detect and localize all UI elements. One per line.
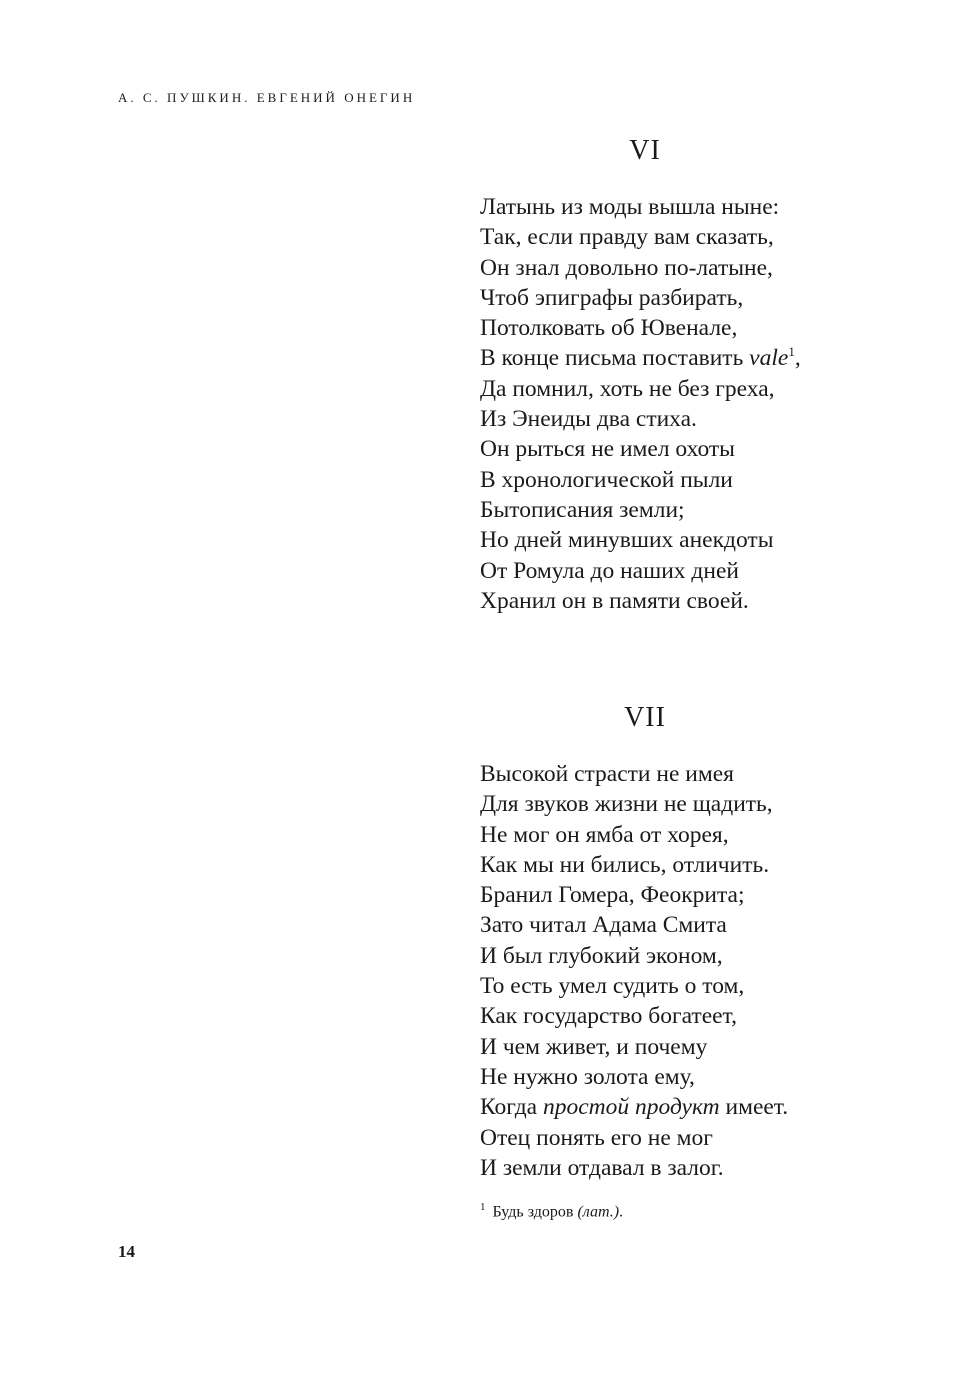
verse-line: Не мог он ямба от хорея, bbox=[480, 821, 729, 848]
footnote-punctuation: . bbox=[619, 1203, 624, 1221]
verse-line: Так, если правду вам сказать, bbox=[480, 224, 774, 251]
verse-line: Не нужно золота ему, bbox=[480, 1063, 695, 1090]
footnote-text: Будь здоров bbox=[492, 1203, 578, 1221]
verse-line-with-emphasis bbox=[480, 1092, 788, 1122]
verse-line: Бытописания земли; bbox=[480, 496, 685, 523]
verse-punctuation: , bbox=[794, 345, 801, 372]
verse-line: Потолковать об Ювенале, bbox=[480, 315, 738, 342]
verse-line: И чем живет, и почему bbox=[480, 1033, 708, 1060]
footnote bbox=[480, 1201, 623, 1221]
footnote-mark: 1 bbox=[480, 1201, 486, 1213]
stanza-vii bbox=[480, 759, 788, 1183]
running-title: А. С. ПУШКИН. ЕВГЕНИЙ ОНЕГИН bbox=[118, 90, 416, 105]
verse-line: Бранил Гомера, Феокрита; bbox=[480, 882, 745, 909]
verse-line: Для звуков жизни не щадить, bbox=[480, 791, 773, 818]
verse-line: Отец понять его не мог bbox=[480, 1124, 713, 1151]
latin-word: vale bbox=[749, 345, 789, 372]
verse-line: Он рыться не имел охоты bbox=[480, 436, 735, 463]
verse-line: От Ромула до наших дней bbox=[480, 557, 739, 584]
verse-line: Латынь из моды вышла ныне: bbox=[480, 194, 780, 220]
verse-line: И земли отдавал в залог. bbox=[480, 1154, 724, 1181]
verse-line: В хронологической пыли bbox=[480, 466, 733, 493]
verse-line: Хранил он в памяти своей. bbox=[480, 587, 749, 614]
verse-line: Как мы ни бились, отличить. bbox=[480, 851, 770, 878]
stanza-number-vii: VII bbox=[624, 702, 666, 733]
stanza-vi bbox=[480, 192, 801, 616]
verse-text: В конце письма поставить bbox=[480, 345, 750, 372]
verse-line: Высокой страсти не имея bbox=[480, 761, 734, 787]
verse-line: Но дней минувших анекдоты bbox=[480, 527, 774, 554]
verse-line: Да помнил, хоть не без греха, bbox=[480, 375, 775, 402]
verse-text: имеет. bbox=[719, 1094, 789, 1121]
verse-line: Зато читал Адама Смита bbox=[480, 912, 727, 939]
stanza-number-vi: VI bbox=[629, 135, 661, 166]
verse-line: Из Энеиды два стиха. bbox=[480, 406, 697, 433]
verse-line: Как государство богатеет, bbox=[480, 1003, 737, 1030]
footnote-reference: 1 bbox=[788, 344, 795, 360]
emphasized-phrase: простой продукт bbox=[542, 1094, 720, 1121]
verse-line: Он знал довольно по-латыне, bbox=[480, 254, 773, 281]
verse-line: То есть умел судить о том, bbox=[480, 973, 745, 1000]
verse-line: И был глубокий эконом, bbox=[480, 942, 723, 969]
verse-line: Чтоб эпиграфы разбирать, bbox=[480, 284, 744, 311]
verse-text: Когда bbox=[480, 1094, 543, 1121]
footnote-language-note: (лат.) bbox=[577, 1203, 620, 1221]
verse-line-with-footnote bbox=[480, 343, 801, 373]
page-number: 14 bbox=[118, 1242, 135, 1261]
